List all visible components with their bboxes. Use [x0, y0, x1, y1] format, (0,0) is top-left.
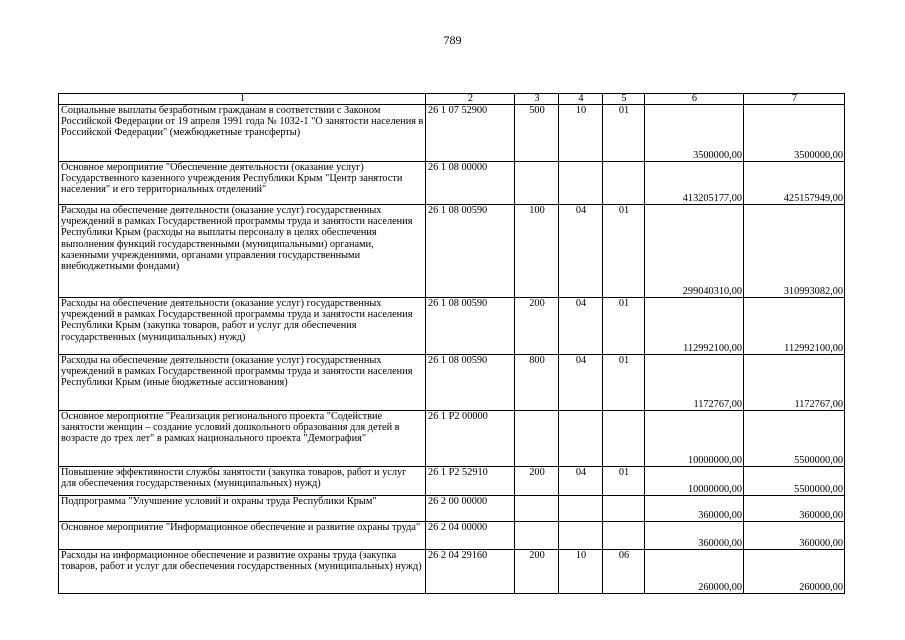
row-name: Основное мероприятие "Информационное обеспечение и развитие охраны труда": [59, 522, 426, 550]
table-row: [59, 411, 845, 467]
column-header: 4: [559, 94, 603, 105]
row-expense-type: [515, 496, 559, 522]
row-amount-2: 5500000,00: [744, 411, 845, 467]
row-subsection: 01: [603, 355, 645, 411]
row-section: 04: [559, 298, 603, 355]
row-subsection: 06: [603, 550, 645, 594]
row-code: 26 1 08 00590: [426, 205, 515, 298]
row-subsection: [603, 496, 645, 522]
row-subsection: 01: [603, 298, 645, 355]
row-expense-type: 500: [515, 105, 559, 162]
row-code: 26 2 00 00000: [426, 496, 515, 522]
row-amount-1: 360000,00: [645, 496, 744, 522]
row-name: Основное мероприятие "Реализация регионального проекта "Содействие занятости женщин – создание условий дошкольного образования для детей в возрасте до трех лет" в рамках национального проекта "Демография": [59, 411, 426, 467]
row-name: Расходы на обеспечение деятельности (оказание услуг) государственных учреждений в рамках Государственной программы труда и занятости населения Республики Крым (закупка товаров, работ и услуг для обеспечения государственных (муниципальных) нужд): [59, 298, 426, 355]
row-code: 26 1 P2 00000: [426, 411, 515, 467]
row-amount-1: 10000000,00: [645, 411, 744, 467]
row-amount-2: 5500000,00: [744, 467, 845, 496]
column-header: 7: [744, 94, 845, 105]
table-row: [59, 298, 845, 355]
row-expense-type: 800: [515, 355, 559, 411]
row-expense-type: [515, 522, 559, 550]
row-section: 04: [559, 467, 603, 496]
table-row: [59, 496, 845, 522]
row-amount-1: 112992100,00: [645, 298, 744, 355]
table-row: [59, 522, 845, 550]
row-amount-2: 360000,00: [744, 522, 845, 550]
row-subsection: 01: [603, 467, 645, 496]
row-amount-2: 425157949,00: [744, 162, 845, 205]
column-header: 2: [426, 94, 515, 105]
row-name: Социальные выплаты безработным гражданам в соответствии с Законом Российской Федерации от 19 апреля 1991 года № 1032-1 "О занятости населения в Российской Федерации" (межбюджетные трансферты): [59, 105, 426, 162]
row-section: 10: [559, 105, 603, 162]
row-code: 26 1 08 00000: [426, 162, 515, 205]
row-section: 04: [559, 205, 603, 298]
row-amount-1: 360000,00: [645, 522, 744, 550]
row-amount-1: 413205177,00: [645, 162, 744, 205]
column-header: 6: [645, 94, 744, 105]
row-code: 26 1 07 52900: [426, 105, 515, 162]
column-header: 3: [515, 94, 559, 105]
row-expense-type: [515, 162, 559, 205]
budget-table: [58, 93, 845, 594]
column-header: 1: [59, 94, 426, 105]
row-subsection: [603, 162, 645, 205]
row-name: Основное мероприятие "Обеспечение деятельности (оказание услуг) Государственного казенного учреждения Республики Крым "Центр занятости населения" и его территориальных отделений": [59, 162, 426, 205]
column-header: 5: [603, 94, 645, 105]
row-name: Расходы на обеспечение деятельности (оказание услуг) государственных учреждений в рамках Государственной программы труда и занятости населения Республики Крым (иные бюджетные ассигнования): [59, 355, 426, 411]
row-subsection: [603, 522, 645, 550]
row-subsection: 01: [603, 105, 645, 162]
row-amount-2: 112992100,00: [744, 298, 845, 355]
row-subsection: [603, 411, 645, 467]
row-amount-2: 360000,00: [744, 496, 845, 522]
row-section: [559, 496, 603, 522]
row-amount-2: 310993082,00: [744, 205, 845, 298]
row-amount-1: 299040310,00: [645, 205, 744, 298]
row-name: Подпрограмма "Улучшение условий и охраны труда Республики Крым": [59, 496, 426, 522]
row-code: 26 2 04 29160: [426, 550, 515, 594]
row-code: 26 1 08 00590: [426, 298, 515, 355]
row-amount-1: 3500000,00: [645, 105, 744, 162]
row-amount-2: 3500000,00: [744, 105, 845, 162]
row-section: 04: [559, 355, 603, 411]
row-subsection: 01: [603, 205, 645, 298]
row-expense-type: 100: [515, 205, 559, 298]
table-row: [59, 105, 845, 162]
row-amount-1: 260000,00: [645, 550, 744, 594]
row-amount-1: 1172767,00: [645, 355, 744, 411]
page-number: 789: [443, 33, 462, 47]
row-amount-2: 260000,00: [744, 550, 845, 594]
table-row: [59, 467, 845, 496]
row-name: Расходы на информационное обеспечение и развитие охраны труда (закупка товаров, работ и услуг для обеспечения государственных (муниципальных) нужд): [59, 550, 426, 594]
row-section: [559, 522, 603, 550]
row-section: [559, 162, 603, 205]
row-name: Расходы на обеспечение деятельности (оказание услуг) государственных учреждений в рамках Государственной программы труда и занятости населения Республики Крым (расходы на выплаты персоналу в целях обеспечения выполнения функций государственными (муниципальными) органами, казенными учреждениями, органами управления государственными внебюджетными фондами): [59, 205, 426, 298]
row-code: 26 2 04 00000: [426, 522, 515, 550]
row-expense-type: 200: [515, 298, 559, 355]
row-code: 26 1 08 00590: [426, 355, 515, 411]
row-code: 26 1 P2 52910: [426, 467, 515, 496]
row-name: Повышение эффективности службы занятости (закупка товаров, работ и услуг для обеспечения государственных (муниципальных) нужд): [59, 467, 426, 496]
table-row: [59, 162, 845, 205]
row-section: [559, 411, 603, 467]
column-number-row: [59, 94, 845, 105]
row-expense-type: [515, 411, 559, 467]
table-row: [59, 550, 845, 594]
table-row: [59, 355, 845, 411]
row-amount-1: 10000000,00: [645, 467, 744, 496]
table-row: [59, 205, 845, 298]
row-expense-type: 200: [515, 550, 559, 594]
row-amount-2: 1172767,00: [744, 355, 845, 411]
row-expense-type: 200: [515, 467, 559, 496]
row-section: 10: [559, 550, 603, 594]
